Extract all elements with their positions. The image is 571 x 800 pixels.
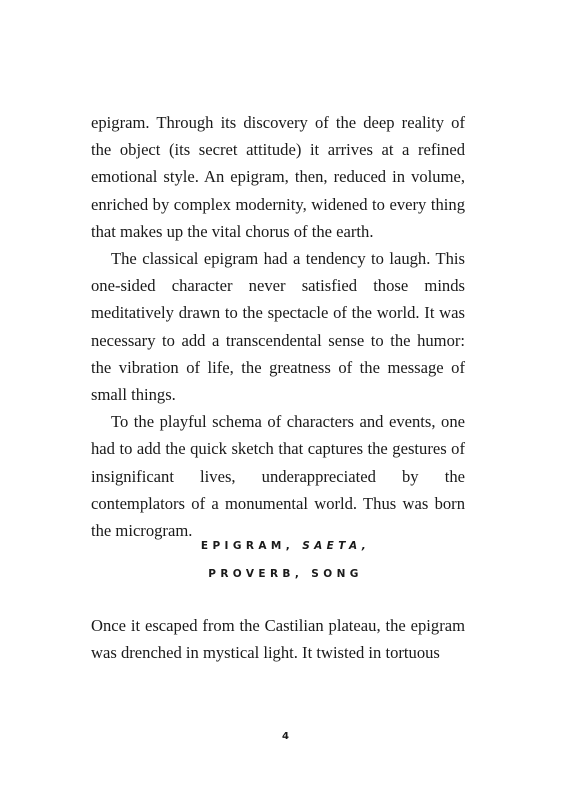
- body-text-top: [91, 109, 465, 544]
- section-heading-line-1: [0, 540, 571, 552]
- heading-epigram: EPIGRAM,: [200, 540, 295, 552]
- heading-saeta: SAETA,: [302, 540, 371, 552]
- paragraph-microgram: To the playful schema of characters and events, one had to add the quick sketch that captures the gestures of insignificant lives, underappreciated by the contemplators of a monumental world. Thus was born the microgram.: [91, 412, 465, 541]
- paragraph-classical-epigram: The classical epigram had a tendency to laugh. This one-sided character never satisfied those minds meditatively drawn to the spectacle of the world. It was necessary to add a transcendental sense to the humor: the vibration of life, the greatness of the message of small things.: [91, 249, 465, 405]
- page-number: 4: [282, 731, 289, 742]
- section-heading-line-2: PROVERB, SONG: [208, 568, 363, 580]
- paragraph-continuation: epigram. Through its discovery of the deep reality of the object (its secret attitude) it arrives at a refined emotional style. An epigram, then, reduced in volume, enriched by complex modernity, widened to every thing that makes up the vital chorus of the earth.: [91, 113, 465, 241]
- paragraph-castilian-plateau: Once it escaped from the Castilian plateau, the epigram was drenched in mystical light. It twisted in tortuous: [91, 616, 465, 663]
- body-text-bottom: [91, 612, 465, 666]
